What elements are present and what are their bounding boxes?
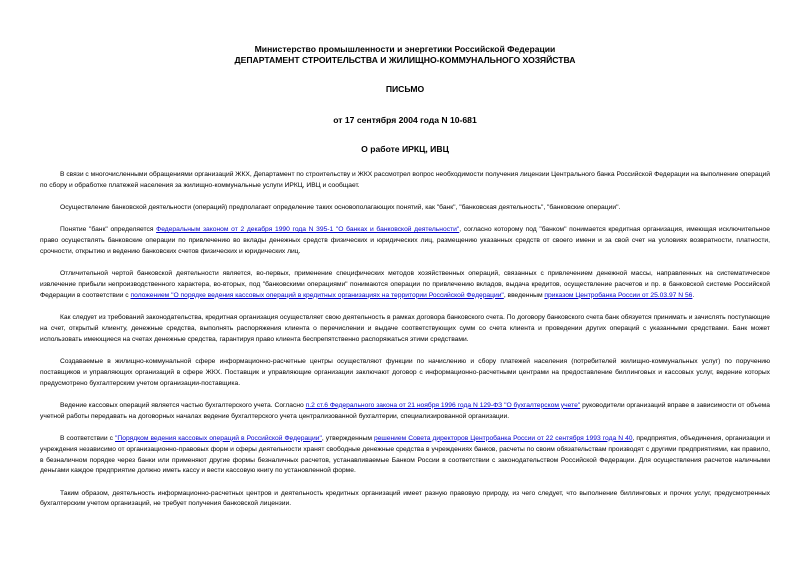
paragraph-4 <box>40 269 770 302</box>
paragraph-5: Как следует из требований законодательства, кредитная организация осуществляет свою деятельность в рамках договора банковского счета. По договору банковского счета банк обязуется принимать и зачислять поступающие на счет, открытый клиенту, денежные средства, выполнять распоряжения клиента о перечислении и выдаче соответствующих сумм со счета клиента и проведении других операций с указанными средствами. Банк может использовать имеющиеся на счетах денежные средства, гарантируя право клиента беспрепятственно распоряжаться этими средствами. <box>40 313 770 343</box>
paragraph-4-text-3: . <box>692 291 695 299</box>
ministry-name: Министерство промышленности и энергетики Российской Федерации <box>254 44 556 54</box>
law-395-1-link[interactable]: Федеральным законом от 2 декабря 1990 года N 395-1 "О банках и банковской деятельности" <box>156 226 460 234</box>
cbr-order-56-link[interactable]: приказом Центробанка России от 25.03.97 N 56 <box>544 291 693 299</box>
paragraph-7-text-2: руководители организаций вправе в зависимости от объема учетной работы передавать на договорных началах ведение бухгалтерского учета централизованной бухгалтерии, специализированной организации. <box>40 401 770 420</box>
paragraph-8 <box>40 434 770 478</box>
department-name: ДЕПАРТАМЕНТ СТРОИТЕЛЬСТВА И ЖИЛИЩНО-КОММУНАЛЬНОГО ХОЗЯЙСТВА <box>234 55 576 65</box>
paragraph-7-text-1: Ведение кассовых операций является частью бухгалтерского учета. Согласно <box>60 401 306 409</box>
paragraph-8-text-2: , утвержденным <box>321 434 374 442</box>
document-type: ПИСЬМО <box>385 84 425 94</box>
paragraph-3-text-2: , согласно которому под "банком" понимается кредитная организация, имеющая исключительное право осуществлять банковские операции по привлечению во вклады денежных средств физических и юридических лиц, размещению указанных средств от своего имени и за свой счет на условиях возвратности, платности, срочности, открытию и ведению банковских счетов физических и юридических лиц. <box>40 226 770 255</box>
cash-operations-regulation-link[interactable]: положением "О порядке ведения кассовых операций в кредитных организациях на территории Российской Федерации" <box>130 291 504 299</box>
paragraph-2: Осуществление банковской деятельности (операций) предполагает определение таких основополагающих понятий, как "банк", "банковская деятельность", "банковские операции". <box>60 204 621 211</box>
document-page <box>40 44 770 510</box>
paragraph-4-text-1: Отличительной чертой банковской деятельности является, во-первых, применение специфических методов хозяйственных операций, связанных с привлечением денежной массы, направленных на систематическое извлечение прибыли непроизводственного характера, во-вторых, под "банковскими операциями" понимаются операции по привлечению вкладов, выдача кредитов, осуществление расчетов и пр. в банковской системе Российской Федерации в соответствии с <box>40 270 770 299</box>
paragraph-7 <box>40 401 770 423</box>
paragraph-6: Создаваемые в жилищно-коммунальной сфере информационно-расчетные центры осуществляют функции по начислению и сбору платежей населения (потребителей жилищно-коммунальных услуг) по поручению поставщиков и управляющих организаций в сфере ЖКХ. Поставщик и управляющие организации заключают договор с информационно-расчетными центрами на предоставление биллинговых и кассовых услуг, ведение которых предусмотрено бухгалтерским учетом организации-поставщика. <box>40 357 770 387</box>
paragraph-8-text-1: В соответствии с <box>60 434 116 442</box>
document-date-number: от 17 сентября 2004 года N 10-681 <box>333 115 477 125</box>
paragraph-3-text-1: Понятие "банк" определяется <box>60 226 157 234</box>
document-subject: О работе ИРКЦ, ИВЦ <box>361 144 449 154</box>
paragraph-4-text-2: , введенным <box>503 291 545 299</box>
cbr-board-decision-link[interactable]: решением Совета директоров Центробанка России от 22 сентября 1993 года N 40 <box>373 434 633 442</box>
paragraph-9: Таким образом, деятельность информационно-расчетных центров и деятельность кредитных организаций имеет разную правовую природу, из чего следует, что выполнение биллинговых и прочих услуг, предусмотренных бухгалтерским учетом организаций, не требует получения банковской лицензии. <box>40 489 770 508</box>
paragraph-1: В связи с многочисленными обращениями организаций ЖКХ, Департамент по строительству и ЖКХ рассмотрел вопрос необходимости получения лицензии Центрального банка Российской Федерации на выполнение операций по сбору и обработке платежей населения за жилищно-коммунальные услуги ИРКЦ, ИВЦ и сообщает. <box>40 171 770 189</box>
paragraph-3 <box>40 225 770 258</box>
paragraph-8-text-3: , предприятия, объединения, организации и учреждения независимо от организационно-правовых форм и сферы деятельности хранят свободные денежные средства в учреждениях банков, расчеты по своим обязательствам производят с другими предприятиями, как правило, в безналичном порядке через банки или применяют другие формы безналичных расчетов, устанавливаемые Банком России в соответствии с законодательством Российской Федерации. Для осуществления расчетов наличными деньгами каждое предприятие должно иметь кассу и вести кассовую книгу по установленной форме. <box>40 434 770 475</box>
cash-procedure-link[interactable]: "Порядком ведения кассовых операций в Российской Федерации" <box>115 434 322 442</box>
law-129-fz-link[interactable]: п.2 ст.6 Федерального закона от 21 ноября 1996 года N 129-ФЗ "О бухгалтерском учете" <box>305 401 581 409</box>
